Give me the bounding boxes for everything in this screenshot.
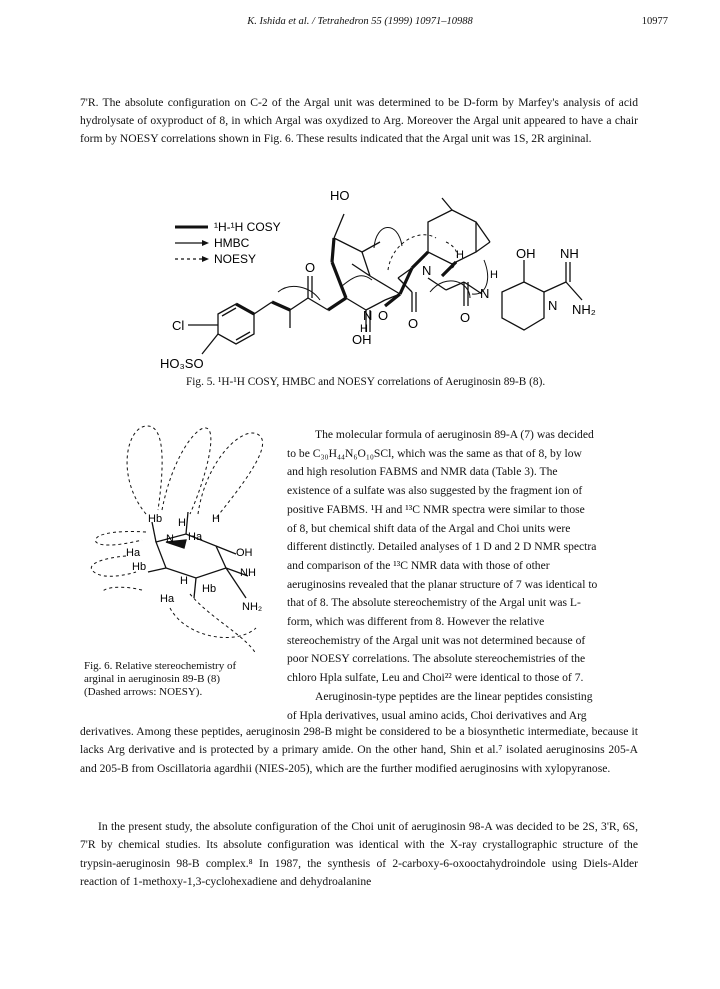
text-line: stereochemistry of the Argal unit was not determined because of <box>287 633 586 647</box>
text-line: form, which was different from 8. However the relative <box>287 615 545 629</box>
fig6-ha3: Ha <box>160 593 175 605</box>
text-line: and high resolution FABMS and NMR data (Table 3). The <box>287 465 558 479</box>
fig6-ha2: Ha <box>126 547 141 559</box>
atom-n1: N <box>363 308 373 323</box>
fig6-hb1: Hb <box>148 513 163 525</box>
fig6-ha1: Ha <box>188 531 203 543</box>
atom-ho-top: HO <box>330 188 350 203</box>
atom-h3: H <box>490 269 498 281</box>
atom-o4: O <box>460 310 471 325</box>
atom-n4: N <box>548 298 558 313</box>
fig6-hb3: Hb <box>202 583 217 595</box>
text-line: that of 8. The absolute stereochemistry of the Argal unit was L- <box>287 596 581 610</box>
text-line: different distinctly. Detailed analyses of 1 D and 2 D NMR spectra <box>287 540 597 554</box>
fig6-caption-line1: Fig. 6. Relative stereochemistry of <box>84 660 237 672</box>
atom-n3: N <box>480 286 490 301</box>
fig6-oh: OH <box>236 547 253 559</box>
text-line: aeruginosins revealed that the planar structure of 7 was identical to <box>287 577 598 591</box>
text-line: chloro Hpla sulfate, Leu and Choi²² were identical to those of 7. <box>287 671 584 685</box>
atom-n2: N <box>422 263 432 278</box>
fig6-caption-line2: arginal in aeruginosin 89-B (8) <box>84 673 221 685</box>
text-line: Aeruginosin-type peptides are the linear peptides consisting <box>315 689 593 703</box>
full-paragraph-1: derivatives. Among these peptides, aeruginosin 298-B might be considered to be a biosynthetic intermediate, because it lacks Arg derivative and is protected by a primary amide. On the other hand, Shin et al.⁷ isolated aeruginosins 205-A and 205-B from Oscillatoria agardhii (NIES-205), which are the further modified aeruginosins with xylopyranose. <box>80 725 638 775</box>
page-number: 10977 <box>641 16 668 27</box>
fig6-nh: NH <box>240 567 256 579</box>
text-line: The molecular formula of aeruginosin 89-A (7) was decided <box>315 428 594 441</box>
intro-paragraph: 7'R. The absolute configuration on C-2 of the Argal unit was determined to be D-form by Marfey's analysis of acid hydrolysate of oxyproduct of 8, in which Argal was oxydized to Arg. Moreover the Argal unit appeared to have a chair form by NOESY correlations shown in Fig. 6. These results indicated that the Argal unit was 1S, 2R argininal. <box>80 96 638 145</box>
fig6-nh2: NH₂ <box>242 601 263 613</box>
atom-o2: O <box>378 308 389 323</box>
atom-o1: O <box>305 260 316 275</box>
text-line: poor NOESY correlations. The absolute stereochemistries of the <box>287 652 586 666</box>
running-header: K. Ishida et al. / Tetrahedron 55 (1999) 10971–10988 <box>247 16 473 27</box>
hpla-ring <box>188 276 328 354</box>
atom-hso: HO₃SO <box>160 356 204 371</box>
fig6-caption-line3: (Dashed arrows: NOESY). <box>84 686 203 698</box>
text-line: existence of a sulfate was also suggested by the fragment ion of <box>287 484 583 498</box>
text-line: positive FABMS. ¹H and ¹³C NMR spectra were similar to those <box>287 502 585 516</box>
text-line: to be C₃₀H₄₄N₆O₁₀SCl, which was the same as that of 8, by low <box>287 446 582 460</box>
figure-6 <box>86 418 286 658</box>
fig6-h3: H <box>180 575 188 587</box>
figure-5 <box>130 182 600 372</box>
fig6-n: N <box>166 533 174 545</box>
fig5-caption: Fig. 5. ¹H-¹H COSY, HMBC and NOESY correlations of Aeruginosin 89-B (8). <box>186 376 546 388</box>
fig6-hb2: Hb <box>132 561 147 573</box>
legend-cosy: ¹H-¹H COSY <box>214 220 281 234</box>
full-paragraph-2: In the present study, the absolute configuration of the Choi unit of aeruginosin 98-A was decided to be 2S, 3'R, 6S, 7'R by chemical studies. Its absolute configuration was identical with the X-ray crystallographic structure of the trypsin-aeruginosin 98-B complex.⁸ In 1987, the synthesis of 2-carboxy-6-oxooctahydroindole using Diels-Alder reaction of 1-methoxy-1,3-cyclohexadiene and dehydroalanine <box>80 820 638 889</box>
legend-noesy: NOESY <box>214 252 257 266</box>
fig6-h2: H <box>212 513 220 525</box>
fig6-caption <box>84 660 284 699</box>
atom-nh-right: NH <box>560 246 579 261</box>
fig6-h1: H <box>178 517 186 529</box>
atom-oh-mid: OH <box>352 332 372 347</box>
atom-h2: H <box>456 249 464 261</box>
right-column-text <box>287 426 639 725</box>
atom-oh-right: OH <box>516 246 536 261</box>
atom-cl: Cl <box>172 318 185 333</box>
text-line: and comparison of the ¹³C NMR data with those of other <box>287 558 550 572</box>
legend-hmbc: HMBC <box>214 236 250 250</box>
text-line: of 8, but chemical shift data of the Argal and Choi units were <box>287 521 571 535</box>
atom-h1: H <box>360 323 368 335</box>
text-line: of Hpla derivatives, usual amino acids, Choi derivatives and Arg <box>287 708 587 722</box>
atom-o3: O <box>408 316 419 331</box>
atom-nh2: NH₂ <box>572 302 596 317</box>
